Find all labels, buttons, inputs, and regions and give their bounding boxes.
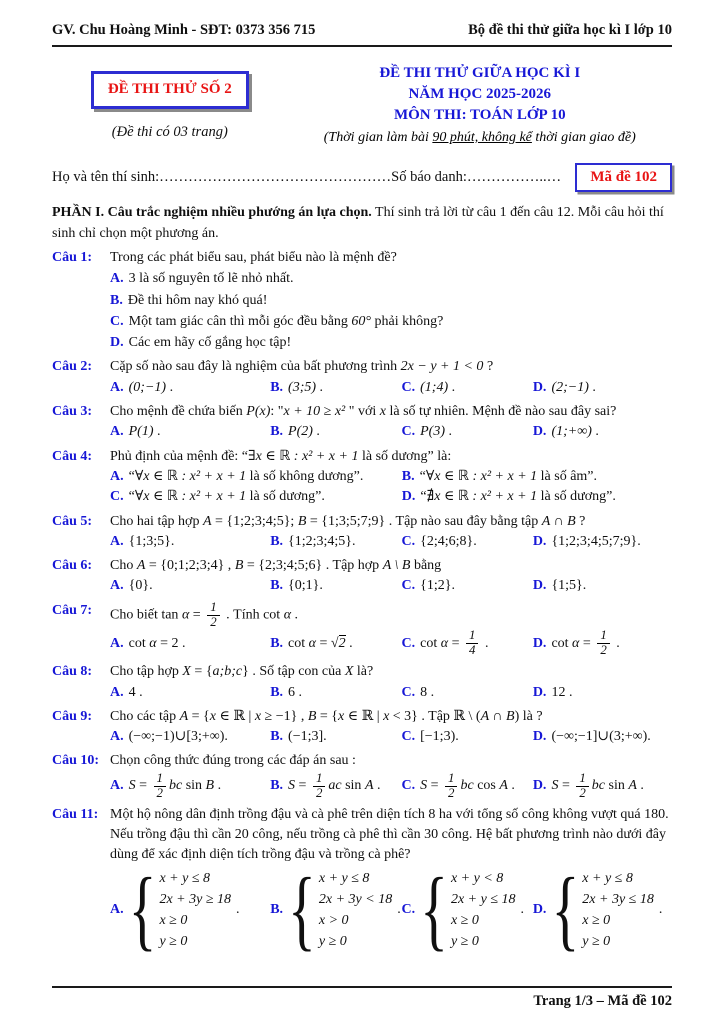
question-4 — [52, 447, 672, 508]
question-6-number: Câu 6: — [52, 558, 93, 574]
option-a: A. {0}. — [110, 578, 153, 594]
question-7-text: Cho biết tan α = $\frac{1}{2}$ . Tính cot α . — [110, 599, 299, 629]
option-d: D. S = $\frac{1}{2}$ bc sin A . — [532, 770, 644, 800]
title-left-column — [52, 63, 288, 148]
question-3-number: Câu 3: — [52, 404, 93, 420]
time-note: (Thời gian làm bài 90 phút, không kể thời gian giao đề) — [323, 130, 636, 146]
option-b: B. { x + y ≤ 8 2x + 3y < 18 x > 0 y ≥ 0 . — [270, 859, 401, 961]
question-11-number: Câu 11: — [52, 806, 99, 822]
option-a: A. 3 là số nguyên tố lẽ nhỏ nhất. — [110, 271, 294, 287]
question-4-options — [110, 467, 672, 508]
option-c: C. (1;4) . — [401, 379, 456, 395]
exam-code-box: Mã đề 102 — [575, 163, 672, 193]
time-underlined: 90 phút, không kể — [432, 130, 532, 146]
option-d: D. (1;+∞) . — [532, 424, 599, 440]
question-5-number: Câu 5: — [52, 513, 93, 529]
question-9-text: Cho các tập A = {x ∈ ℝ | x ≥ −1} , B = {x ∈ ℝ | x < 3} . Tập ℝ \ (A ∩ B) là ? — [110, 708, 543, 724]
option-c: C. [−1;3). — [401, 729, 459, 745]
question-6-text: Cho A = {0;1;2;3;4} , B = {2;3;4;5;6} . Tập hợp A \ B bằng — [110, 558, 442, 574]
page-number: Trang 1/3 – Mã đề 102 — [533, 992, 672, 1009]
option-b: B. {1;2;3;4;5}. — [270, 533, 356, 549]
document-header — [52, 20, 672, 47]
question-1-text: Trong các phát biểu sau, phát biểu nào là mệnh đề? — [110, 249, 397, 265]
option-a: A. {1;3;5}. — [110, 533, 175, 549]
option-b: B. S = $\frac{1}{2}$ ac sin A . — [270, 770, 381, 800]
question-1-options — [110, 269, 672, 353]
question-9-number: Câu 9: — [52, 708, 93, 724]
part1-heading-rest: Thí sinh trả lời từ câu 1 đến câu 12. Mỗi câu hỏi thí sinh chỉ chọn một phương án. — [52, 205, 664, 241]
pages-note: (Đề thi có 03 trang) — [111, 123, 228, 140]
question-5 — [52, 512, 672, 553]
option-d: D. cot α = $\frac{1}{2}$ . — [532, 628, 620, 658]
title-right-column — [288, 63, 672, 148]
question-3 — [52, 402, 672, 443]
question-9 — [52, 707, 672, 748]
option-b: B. {0;1}. — [270, 578, 323, 594]
part1-heading-bold: PHẦN I. Câu trắc nghiệm nhiều phướng án lựa chọn. — [52, 205, 372, 221]
question-3-options — [110, 422, 672, 442]
question-8-number: Câu 8: — [52, 664, 93, 680]
question-9-options — [110, 727, 672, 747]
option-a: A. P(1) . — [110, 424, 161, 440]
title-block — [52, 63, 672, 148]
candidate-row — [52, 163, 672, 193]
candidate-name-dots: ………………………………………… — [159, 168, 392, 185]
system-a: x + y ≤ 8 2x + 3y ≥ 18 x ≥ 0 y ≥ 0 — [159, 871, 232, 950]
question-5-text: Cho hai tập hợp A = {1;2;3;4;5}; B = {1;3;5;7;9} . Tập nào sau đây bằng tập A ∩ B ? — [110, 513, 586, 529]
brace-icon: { — [420, 859, 448, 961]
option-b: B. 6 . — [270, 684, 303, 700]
question-11-text: Một hộ nông dân định trồng đậu và cà phê trên diện tích 8 ha với tổng số công không vượt quá 180. Nếu trồng đậu thì cần 20 công, nếu trồng cà phê thì cần 30 công. Hệ bất phương trình nào dưới đây dùng để xác định diện tích trồng đậu và trồng cà phê? — [110, 806, 669, 863]
option-d: D. “∄x ∈ ℝ : x² + x + 1 là số dương”. — [401, 489, 616, 505]
series-title: Bộ đề thi thử giữa học kì I lớp 10 — [468, 22, 672, 38]
teacher-info: GV. Chu Hoàng Minh - SĐT: 0373 356 715 — [52, 22, 316, 38]
brace-icon: { — [551, 859, 580, 961]
brace-icon: { — [288, 859, 316, 961]
option-b: B. “∀x ∈ ℝ : x² + x + 1 là số âm”. — [401, 468, 598, 484]
exam-title-line3: MÔN THI: TOÁN LỚP 10 — [393, 107, 566, 124]
option-d: D. (−∞;−1]∪(3;+∞). — [532, 729, 651, 745]
question-8-text: Cho tập hợp X = {a;b;c} . Số tập con của X là? — [110, 664, 374, 680]
option-a: A. (0;−1) . — [110, 379, 174, 395]
question-1-number: Câu 1: — [52, 249, 93, 265]
question-2-options — [110, 378, 672, 398]
option-b: B. cot α = √2 . — [270, 635, 353, 651]
part1-heading — [52, 203, 672, 244]
system-d: x + y ≤ 8 2x + 3y ≤ 18 x ≥ 0 y ≥ 0 — [582, 871, 654, 950]
option-c: C. {1;2}. — [401, 578, 455, 594]
option-a: A. { x + y ≤ 8 2x + 3y ≥ 18 x ≥ 0 y ≥ 0 . — [110, 859, 240, 961]
option-d: D. (2;−1) . — [532, 379, 596, 395]
exam-title-line1: ĐỀ THI THỬ GIỮA HỌC KÌ I — [379, 65, 581, 82]
sbd-label: Số báo danh: — [391, 168, 467, 185]
option-c: C. { x + y < 8 2x + y ≤ 18 x ≥ 0 y ≥ 0 . — [401, 859, 525, 961]
option-b: B. Đề thi hôm nay khó quá! — [110, 292, 268, 308]
system-c: x + y < 8 2x + y ≤ 18 x ≥ 0 y ≥ 0 — [450, 871, 516, 950]
question-8-options — [110, 683, 672, 703]
question-11 — [52, 805, 672, 961]
question-2-text: Cặp số nào sau đây là nghiệm của bất phương trình 2x − y + 1 < 0 ? — [110, 359, 494, 375]
option-a: A. cot α = 2 . — [110, 635, 186, 651]
system-b: x + y ≤ 8 2x + 3y < 18 x > 0 y ≥ 0 — [318, 871, 393, 950]
question-4-text: Phủ định của mệnh đề: “∃x ∈ ℝ : x² + x + 1 là số dương” là: — [110, 448, 452, 464]
option-c: C. cot α = $\frac{1}{4}$ . — [401, 628, 489, 658]
option-d: D. {1;5}. — [532, 578, 587, 594]
question-11-options — [110, 859, 672, 961]
option-a: A. S = $\frac{1}{2}$ bc sin B . — [110, 770, 222, 800]
option-a: A. (−∞;−1)∪[3;+∞). — [110, 729, 228, 745]
question-7-options — [110, 629, 672, 658]
option-d: D. 12 . — [532, 684, 573, 700]
exam-title-line2: NĂM HỌC 2025-2026 — [408, 86, 552, 103]
question-4-number: Câu 4: — [52, 448, 93, 464]
option-a: A. “∀x ∈ ℝ : x² + x + 1 là số không dương”. — [110, 468, 364, 484]
option-c: C. {2;4;6;8}. — [401, 533, 477, 549]
question-2 — [52, 357, 672, 398]
option-d: D. Các em hãy cố gắng học tập! — [110, 335, 292, 351]
exam-number-box: ĐỀ THI THỬ SỐ 2 — [91, 71, 249, 109]
option-c: C. S = $\frac{1}{2}$ bc cos A . — [401, 770, 515, 800]
question-1 — [52, 248, 672, 353]
question-7-number: Câu 7: — [52, 602, 93, 618]
option-d: D. {1;2;3;4;5;7;9}. — [532, 533, 641, 549]
option-c: C. Một tam giác cân thì mỗi góc đều bằng 60° phải không? — [110, 313, 444, 329]
question-10-text: Chọn công thức đúng trong các đáp án sau : — [110, 753, 356, 769]
question-10-number: Câu 10: — [52, 753, 100, 769]
question-6-options — [110, 576, 672, 596]
option-c: C. “∀x ∈ ℝ : x² + x + 1 là số dương”. — [110, 489, 325, 505]
brace-icon: { — [128, 859, 157, 961]
candidate-name-label: Họ và tên thí sinh: — [52, 168, 160, 185]
option-c: C. P(3) . — [401, 424, 453, 440]
question-10-options — [110, 772, 672, 801]
option-b: B. P(2) . — [270, 424, 320, 440]
question-2-number: Câu 2: — [52, 359, 93, 375]
question-10 — [52, 751, 672, 800]
question-6 — [52, 556, 672, 597]
sbd-dots: ……………..… — [466, 168, 562, 185]
question-8 — [52, 662, 672, 703]
option-d: D. { x + y ≤ 8 2x + 3y ≤ 18 x ≥ 0 y ≥ 0 . — [532, 859, 663, 961]
option-c: C. 8 . — [401, 684, 435, 700]
option-a: A. 4 . — [110, 684, 143, 700]
question-3-text: Cho mệnh đề chứa biến P(x): "x + 10 ≥ x² " với x là số tự nhiên. Mệnh đề nào sau đây sai? — [110, 404, 617, 420]
question-5-options — [110, 532, 672, 552]
page-footer — [52, 986, 672, 1012]
question-7 — [52, 601, 672, 659]
option-b: B. (−1;3]. — [270, 729, 327, 745]
option-b: B. (3;5) . — [270, 379, 324, 395]
